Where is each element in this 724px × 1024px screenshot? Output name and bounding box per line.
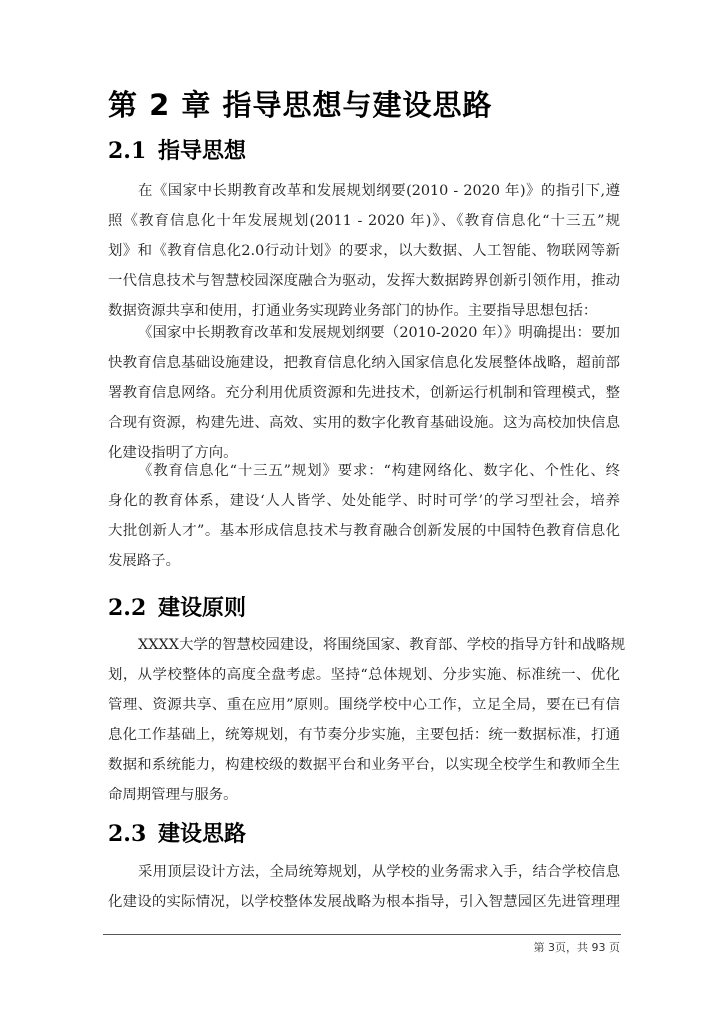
text-line: 照《教育信息化十年发展规划(2011 - 2020 年)》、《教育信息化“十三五”规 (108, 213, 620, 229)
section-heading-2-2 (108, 591, 246, 622)
chapter-title: 第 2 章 指导思想与建设思路 (108, 88, 493, 122)
text-line: 在《国家中长期教育改革和发展规划纲要(2010 - 2020 年)》的指引下,遵 (138, 183, 620, 199)
text-line: 采用顶层设计方法，全局统筹规划，从学校的业务需求入手，结合学校信息 (138, 864, 620, 880)
section-title-text: 建设原则 (158, 596, 247, 621)
text-line: 管理、资源共享、重在应用”原则。围绕学校中心工作，立足全局，要在已有信 (108, 697, 620, 713)
text-line: 快教育信息基础设施建设，把教育信息化纳入国家信息化发展整体战略，超前部 (108, 355, 620, 371)
text-line: 大批创新人才”。基本形成信息技术与教育融合创新发展的中国特色教育信息化 (108, 523, 620, 539)
section-number: 2.1 (108, 138, 147, 164)
text-line: 一代信息技术与智慧校园深度融合为驱动，发挥大数据跨界创新引领作用，推动 (108, 273, 620, 289)
text-line: 命周期管理与服务。 (108, 787, 238, 803)
text-line: 数据和系统能力，构建校级的数据平台和业务平台，以实现全校学生和教师全生 (108, 757, 620, 773)
text-line: 划》和《教育信息化2.0行动计划》的要求，以大数据、人工智能、物联网等新 (108, 243, 620, 259)
footer-divider (103, 934, 621, 935)
text-line: 息化工作基础上，统筹规划，有节奏分步实施，主要包括：统一数据标准，打通 (108, 727, 620, 743)
text-line: 《国家中长期教育改革和发展规划纲要（2010-2020 年）》明确提出：要加 (138, 325, 620, 341)
section-heading-2-1 (108, 134, 246, 165)
text-line: 划，从学校整体的高度全盘考虑。坚持“总体规划、分步实施、标准统一、优化 (108, 667, 620, 683)
text-line: 化建设的实际情况，以学校整体发展战略为根本指导，引入智慧园区先进管理理 (108, 894, 620, 910)
section-heading-2-3 (108, 817, 246, 848)
page-number: 第 3页，共 93 页 (533, 941, 620, 954)
section-title-text: 指导思想 (158, 139, 247, 164)
text-line: 署教育信息网络。充分利用优质资源和先进技术，创新运行机制和管理模式，整 (108, 385, 620, 401)
text-line: 身化的教育体系，建设‘人人皆学、处处能学、时时可学’的学习型社会，培养 (108, 493, 620, 509)
text-line: 《教育信息化“十三五”规划》要求：“构建网络化、数字化、个性化、终 (138, 463, 620, 479)
text-line: 合现有资源，构建先进、高效、实用的数字化教育基础设施。这为高校加快信息 (108, 415, 620, 431)
text-line: 发展路子。 (108, 553, 180, 569)
text-line: XXXX大学的智慧校园建设，将围绕国家、教育部、学校的指导方针和战略规 (138, 637, 626, 653)
paragraph-national-plan (108, 318, 620, 468)
text-line: 化建设指明了方向。 (108, 445, 238, 461)
paragraph-construction-principles (108, 630, 626, 810)
paragraph-guiding-intro (108, 176, 620, 326)
paragraph-13th-five-year-plan (108, 456, 620, 576)
text-line: 数据资源共享和使用，打通业务实现跨业务部门的协作。主要指导思想包括： (108, 303, 598, 319)
paragraph-construction-approach (108, 857, 620, 917)
section-number: 2.2 (108, 595, 147, 621)
section-title-text: 建设思路 (158, 822, 247, 847)
section-number: 2.3 (108, 821, 147, 847)
